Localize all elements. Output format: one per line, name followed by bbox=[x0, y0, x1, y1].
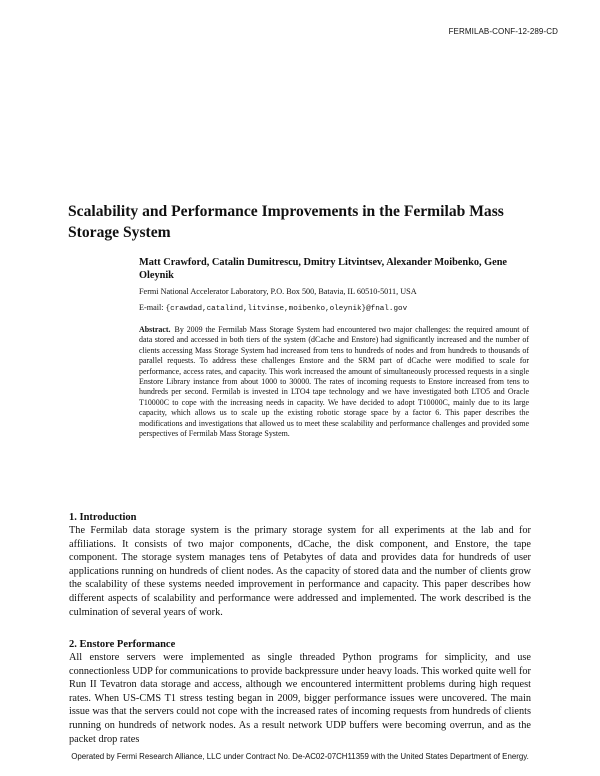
section-introduction bbox=[69, 511, 531, 619]
section-body: All enstore servers were implemented as single threaded Python programs for simplicity, and use connectionless UDP for communications to provide backpressure under heavy loads. This worked quite well for Run II Tevatron data storage and access, although we encountered intermittent problems during high request rates. When US-CMS T1 stress testing began in 2009, bigger performance issues were uncovered. The main issue was that the servers could not cope with the increased rates of incoming requests from hundreds of clients running on hundreds of network nodes. As a result network UDP buffers were becoming overrun, and as the packet drop rates bbox=[69, 652, 531, 745]
section-heading: 1. Introduction bbox=[69, 512, 137, 523]
email-line bbox=[139, 303, 407, 313]
section-heading: 2. Enstore Performance bbox=[69, 639, 176, 650]
abstract-label: Abstract. bbox=[139, 325, 171, 334]
abstract bbox=[139, 325, 529, 439]
affiliation: Fermi National Accelerator Laboratory, P.O. Box 500, Batavia, IL 60510-5011, USA bbox=[139, 287, 417, 296]
email-label: E-mail: bbox=[139, 303, 164, 312]
section-enstore-performance bbox=[69, 638, 531, 746]
report-id: FERMILAB-CONF-12-289-CD bbox=[448, 27, 558, 36]
section-body: The Fermilab data storage system is the primary storage system for all experiments at the lab and for affiliations. It consists of two major components, dCache, the disk component, and Enstore, the tape component. The storage system manages tens of Petabytes of data and provides data for hundreds of user applications running on hundreds of client nodes. As the capacity of stored data and the number of clients grow the scalability of these systems needed improvement in performance and capacity. This paper describes how different aspects of scalability and performance were addressed and implemented. The work described is the culmination of several years of work. bbox=[69, 525, 531, 618]
email-address[interactable]: {crawdad,catalind,litvinse,moibenko,oleynik}@fnal.gov bbox=[165, 305, 408, 313]
abstract-text: By 2009 the Fermilab Mass Storage System had encountered two major challenges: the required amount of data stored and accessed in both tiers of the system (dCache and Enstore) had significantly increased and the number of clients accessing Mass Storage System had increased from tens to hundreds of nodes and from hundreds to thousands of parallel requests. To address these challenges Enstore and the SRM part of dCache were modified to scale for performance, access rates, and capacity. This work increased the amount of simultaneously processed requests in a single Enstore Library instance from about 1000 to 30000. The rates of incoming requests to Enstore increased from tens to hundreds per second. Fermilab is invested in LTO4 tape technology and we have investigated both LTO5 and Oracle T10000C to cope with the increasing needs in capacity. We have decided to adopt T10000C, mainly due to its large capacity, which allows us to scale up the existing robotic storage space by a factor 6. This paper describes the modifications and investigations that allowed us to meet these scalability and performance challenges and provided some perspectives of Fermilab Mass Storage System. bbox=[139, 325, 529, 439]
author-list: Matt Crawford, Catalin Dumitrescu, Dmitry Litvintsev, Alexander Moibenko, Gene Oleynik bbox=[139, 257, 507, 281]
page-footer: Operated by Fermi Research Alliance, LLC under Contract No. De-AC02-07CH11359 with the United States Department of Energy. bbox=[71, 752, 529, 761]
paper-title: Scalability and Performance Improvements in the Fermilab Mass Storage System bbox=[68, 203, 504, 241]
